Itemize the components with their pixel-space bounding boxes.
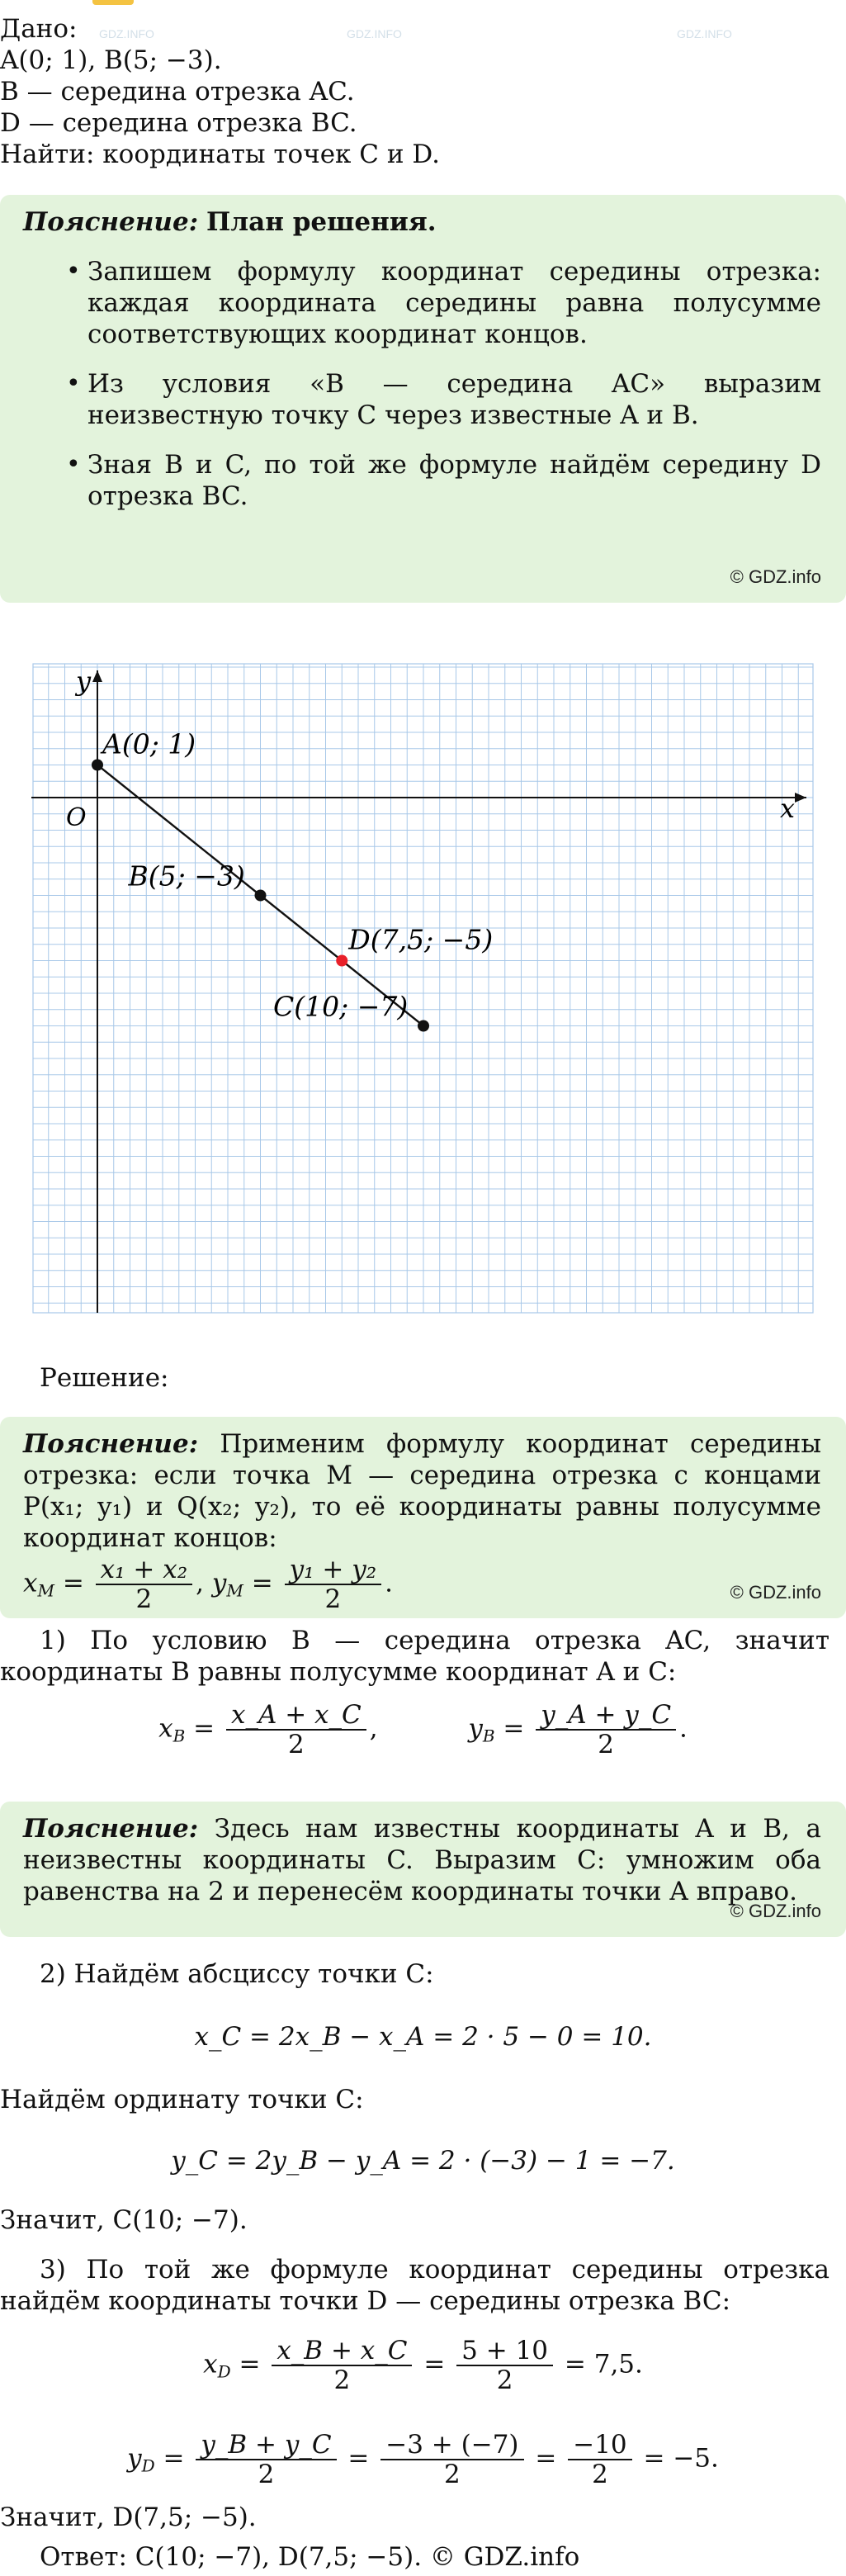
plan-note-title: План решения. bbox=[206, 207, 437, 237]
given-points: A(0; 1), B(5; −3). bbox=[0, 45, 222, 75]
origin-label: O bbox=[66, 803, 87, 832]
point-marker bbox=[255, 890, 267, 902]
answer: Ответ: C(10; −7), D(7,5; −5). © GDZ.info bbox=[40, 2542, 580, 2572]
midpoint-formula: $x_M$ = $\frac{\text{x₁ + x₂}}{2}$ , $y_M$ = $\frac{\text{y₁ + y₂}}{2}$ . bbox=[23, 1555, 394, 1614]
formula-xc: x_C = 2x_B − x_A = 2 · 5 − 0 = 10. bbox=[194, 2022, 652, 2052]
fraction: $\frac{\text{x₁ + x₂}}{2}$ bbox=[96, 1556, 193, 1613]
formula-yc: y_C = 2y_B − y_A = 2 · (−3) − 1 = −7. bbox=[171, 2146, 675, 2176]
plan-note-lead: Пояснение: bbox=[23, 207, 199, 237]
point-label: C(10; −7) bbox=[273, 990, 409, 1023]
fraction: $\frac{\text{y₁ + y₂}}{2}$ bbox=[285, 1556, 382, 1613]
solution-note-1-text: Применим формулу координат середины отрезка: если точка M — середина отрезка с концами P(x₁; y₁) и Q(x₂; y₂), то её координаты равны полусумме координат концов: bbox=[23, 1429, 822, 1553]
step-2-conclusion: Значит, C(10; −7). bbox=[0, 2205, 248, 2235]
note-copyright: © GDZ.info bbox=[730, 1582, 821, 1603]
plan-note bbox=[0, 195, 846, 603]
point-label: B(5; −3) bbox=[128, 859, 245, 893]
step-3-text: 3) По той же формуле координат середины отрезка найдём координаты точки D — середины отрезка BC: bbox=[0, 2255, 829, 2316]
step-1-text: 1) По условию B — середина отрезка AC, значит координаты B равны полусумме координат A и C: bbox=[0, 1626, 829, 1687]
grid bbox=[33, 664, 813, 1313]
given-section bbox=[0, 13, 846, 170]
y-axis-label: y bbox=[76, 665, 92, 697]
step-2-text-y: Найдём ординату точки C: bbox=[0, 2085, 364, 2114]
point-label: A(0; 1) bbox=[102, 727, 196, 760]
point-marker bbox=[336, 955, 347, 967]
points bbox=[92, 728, 493, 1032]
point-marker bbox=[418, 1020, 429, 1032]
find-statement: Найти: координаты точек C и D. bbox=[0, 140, 440, 169]
given-heading: Дано: bbox=[0, 14, 78, 44]
point-label: D(7,5; −5) bbox=[348, 923, 494, 956]
watermark: GDZ.INFO bbox=[99, 27, 154, 40]
watermark: GDZ.INFO bbox=[347, 27, 402, 40]
formula-yd: $y_D$ = $\frac{y\_B + y\_C}{2}$ = $\frac{-3 + (-7)}{2}$ = $\frac{-10}{2}$ = −5. bbox=[127, 2430, 719, 2489]
point-marker bbox=[92, 760, 103, 771]
x-axis-label: x bbox=[780, 793, 796, 824]
plan-bullet: • Зная B и C, по той же формуле найдём середину D отрезка BC. bbox=[23, 449, 821, 512]
step-3-conclusion: Значит, D(7,5; −5). bbox=[0, 2503, 257, 2532]
solution-heading: Решение: bbox=[40, 1363, 169, 1393]
solution-note-1: Пояснение: Применим формулу координат середины отрезка: если точка M — середина отрезка с концами P(x₁; y₁) и Q(x₂; y₂), то её координаты равны полусумме координат концов: $x_M$ = $\frac{\text{x₁ + x₂}}{2}$ , $y_M$ = $\frac{\text{y₁ + y₂}}{2}$ . © GDZ.info bbox=[0, 1417, 846, 1618]
step-2-text: 2) Найдём абсциссу точки C: bbox=[40, 1959, 434, 1989]
plan-note-copyright: © GDZ.info bbox=[730, 566, 821, 587]
x-axis-arrow bbox=[795, 793, 806, 803]
coordinate-figure bbox=[0, 652, 846, 1321]
given-d-definition: D — середина отрезка BC. bbox=[0, 108, 357, 138]
formula-xd: $x_D$ = $\frac{x\_B + x\_C}{2}$ = $\frac{5 + 10}{2}$ = 7,5. bbox=[203, 2336, 643, 2395]
given-b-definition: B — середина отрезка AC. bbox=[0, 77, 355, 107]
top-tab-marker bbox=[92, 0, 134, 5]
step-1-formulas: $x_B$ = $\frac{x\_A + x\_C}{2}$ , $y_B$ = $\frac{y\_A + y\_C}{2}$ . bbox=[158, 1700, 688, 1759]
plan-bullet: • Из условия «B — середина AC» выразим неизвестную точку C через известные A и B. bbox=[23, 368, 821, 431]
note-copyright: © GDZ.info bbox=[730, 1901, 821, 1921]
y-axis-arrow bbox=[92, 670, 102, 682]
plan-bullet: • Запишем формулу координат середины отрезка: каждая координата середины равна полусумме соответствующих координат концов. bbox=[23, 256, 821, 350]
axes bbox=[31, 665, 806, 1313]
solution-note-2: Пояснение: Здесь нам известны координаты A и B, а неизвестны координаты C. Выразим C: умножим оба равенства на 2 и перенесём координаты точки A вправо. © GDZ.info bbox=[0, 1802, 846, 1937]
watermark: GDZ.INFO bbox=[677, 27, 732, 40]
